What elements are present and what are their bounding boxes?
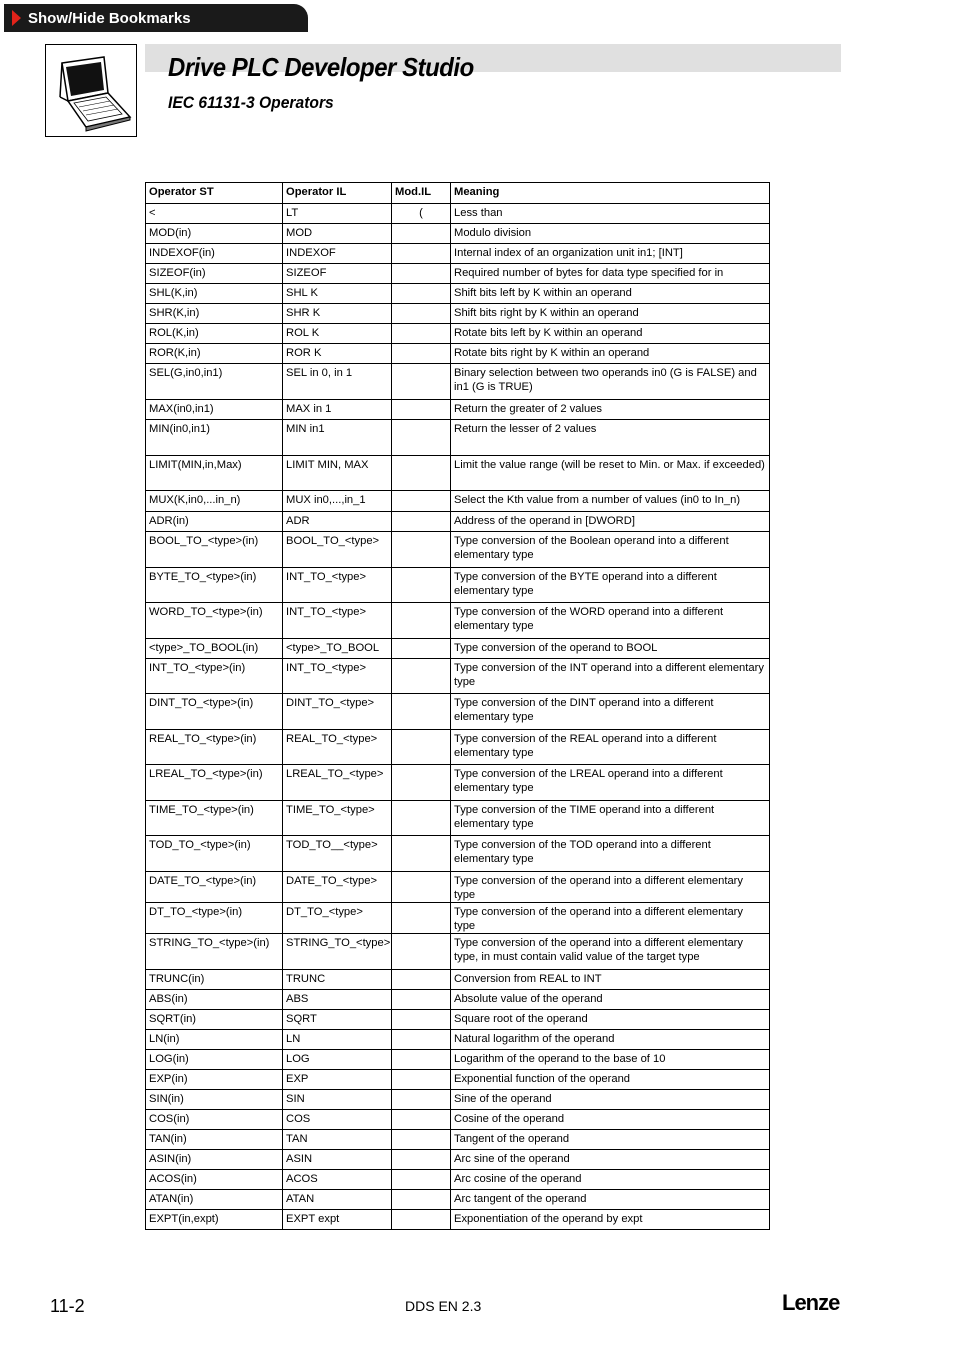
cell-mod-il: [392, 730, 451, 765]
triangle-arrow-icon: [12, 10, 21, 26]
cell-operator-st: <type>_TO_BOOL(in): [146, 639, 283, 659]
cell-operator-il: ABS: [283, 990, 392, 1010]
cell-mod-il: [392, 801, 451, 836]
cell-operator-il: LOG: [283, 1050, 392, 1070]
cell-mod-il: [392, 659, 451, 694]
cell-mod-il: [392, 532, 451, 568]
cell-meaning: Type conversion of the Boolean operand into a different elementary type: [451, 532, 770, 568]
cell-mod-il: [392, 836, 451, 872]
cell-operator-il: INDEXOF: [283, 244, 392, 264]
lenze-logo: Lenze: [782, 1290, 840, 1315]
cell-operator-st: LREAL_TO_<type>(in): [146, 765, 283, 801]
cell-operator-st: BOOL_TO_<type>(in): [146, 532, 283, 568]
table-row: [146, 344, 770, 364]
cell-operator-st: WORD_TO_<type>(in): [146, 603, 283, 639]
table-row: [146, 836, 770, 872]
cell-meaning: Return the greater of 2 values: [451, 400, 770, 420]
cell-operator-il: LT: [283, 204, 392, 224]
cell-operator-il: TOD_TO__<type>: [283, 836, 392, 872]
laptop-icon: [45, 44, 137, 137]
table-row: [146, 324, 770, 344]
cell-operator-st: SEL(G,in0,in1): [146, 364, 283, 400]
cell-mod-il: [392, 1070, 451, 1090]
cell-operator-il: DINT_TO_<type>: [283, 694, 392, 730]
cell-meaning: Type conversion of the INT operand into a different elementary type: [451, 659, 770, 694]
table-row: [146, 990, 770, 1010]
cell-operator-il: MUX in0,...,in_1: [283, 491, 392, 512]
cell-meaning: Type conversion of the BYTE operand into a different elementary type: [451, 568, 770, 603]
header-operator-il: Operator IL: [283, 183, 392, 204]
table-row: [146, 1110, 770, 1130]
table-row: [146, 1150, 770, 1170]
cell-operator-il: EXP: [283, 1070, 392, 1090]
cell-mod-il: [392, 934, 451, 970]
table-row: [146, 1190, 770, 1210]
cell-operator-st: ADR(in): [146, 512, 283, 532]
cell-meaning: Address of the operand in [DWORD]: [451, 512, 770, 532]
cell-mod-il: [392, 420, 451, 456]
cell-operator-st: <: [146, 204, 283, 224]
cell-meaning: Sine of the operand: [451, 1090, 770, 1110]
cell-meaning: Rotate bits right by K within an operand: [451, 344, 770, 364]
cell-meaning: Required number of bytes for data type specified for in: [451, 264, 770, 284]
table-row: [146, 264, 770, 284]
table-row: [146, 694, 770, 730]
cell-operator-st: TIME_TO_<type>(in): [146, 801, 283, 836]
cell-operator-il: TRUNC: [283, 970, 392, 990]
cell-operator-st: INT_TO_<type>(in): [146, 659, 283, 694]
cell-mod-il: [392, 1170, 451, 1190]
cell-operator-st: TOD_TO_<type>(in): [146, 836, 283, 872]
cell-operator-il: SHR K: [283, 304, 392, 324]
cell-mod-il: [392, 970, 451, 990]
table-row: [146, 765, 770, 801]
cell-operator-il: INT_TO_<type>: [283, 568, 392, 603]
cell-meaning: Exponentiation of the operand by expt: [451, 1210, 770, 1230]
cell-mod-il: [392, 872, 451, 903]
cell-operator-st: STRING_TO_<type>(in): [146, 934, 283, 970]
cell-meaning: Tangent of the operand: [451, 1130, 770, 1150]
cell-meaning: Shift bits right by K within an operand: [451, 304, 770, 324]
bookmarks-button-label: Show/Hide Bookmarks: [28, 9, 191, 27]
cell-meaning: Select the Kth value from a number of values (in0 to In_n): [451, 491, 770, 512]
cell-operator-il: DT_TO_<type>: [283, 903, 392, 934]
table-row: [146, 364, 770, 400]
cell-meaning: Arc cosine of the operand: [451, 1170, 770, 1190]
cell-mod-il: [392, 1010, 451, 1030]
cell-mod-il: [392, 1030, 451, 1050]
table-row: [146, 970, 770, 990]
cell-mod-il: [392, 568, 451, 603]
table-row: [146, 420, 770, 456]
table-row: [146, 872, 770, 903]
cell-operator-il: LIMIT MIN, MAX: [283, 456, 392, 491]
cell-operator-st: SIZEOF(in): [146, 264, 283, 284]
cell-operator-st: COS(in): [146, 1110, 283, 1130]
cell-mod-il: [392, 224, 451, 244]
cell-meaning: Limit the value range (will be reset to Min. or Max. if exceeded): [451, 456, 770, 491]
cell-meaning: Logarithm of the operand to the base of 10: [451, 1050, 770, 1070]
cell-mod-il: [392, 1090, 451, 1110]
cell-operator-il: INT_TO_<type>: [283, 659, 392, 694]
table-row: [146, 224, 770, 244]
cell-meaning: Type conversion of the REAL operand into a different elementary type: [451, 730, 770, 765]
cell-mod-il: [392, 990, 451, 1010]
cell-meaning: Exponential function of the operand: [451, 1070, 770, 1090]
cell-mod-il: [392, 1110, 451, 1130]
table-row: [146, 1010, 770, 1030]
cell-operator-st: ATAN(in): [146, 1190, 283, 1210]
table-row: [146, 639, 770, 659]
cell-mod-il: [392, 1150, 451, 1170]
cell-meaning: Type conversion of the operand into a different elementary type: [451, 903, 770, 934]
cell-operator-il: INT_TO_<type>: [283, 603, 392, 639]
cell-meaning: Shift bits left by K within an operand: [451, 284, 770, 304]
cell-meaning: Cosine of the operand: [451, 1110, 770, 1130]
table-row: [146, 568, 770, 603]
page-subtitle: IEC 61131-3 Operators: [168, 93, 334, 112]
cell-operator-il: MAX in 1: [283, 400, 392, 420]
cell-meaning: Type conversion of the operand into a different elementary type, in must contain valid value of the target type: [451, 934, 770, 970]
cell-operator-st: ACOS(in): [146, 1170, 283, 1190]
cell-mod-il: [392, 264, 451, 284]
table-row: [146, 903, 770, 934]
header-mod-il: Mod.IL: [392, 183, 451, 204]
cell-meaning: Rotate bits left by K within an operand: [451, 324, 770, 344]
cell-operator-st: MOD(in): [146, 224, 283, 244]
header-meaning: Meaning: [451, 183, 770, 204]
cell-meaning: Type conversion of the TIME operand into a different elementary type: [451, 801, 770, 836]
cell-meaning: Type conversion of the DINT operand into a different elementary type: [451, 694, 770, 730]
cell-operator-st: MAX(in0,in1): [146, 400, 283, 420]
cell-operator-st: SHR(K,in): [146, 304, 283, 324]
table-row: [146, 934, 770, 970]
cell-operator-st: REAL_TO_<type>(in): [146, 730, 283, 765]
cell-meaning: Absolute value of the operand: [451, 990, 770, 1010]
cell-meaning: Modulo division: [451, 224, 770, 244]
cell-mod-il: (: [392, 204, 451, 224]
cell-operator-st: DINT_TO_<type>(in): [146, 694, 283, 730]
cell-operator-il: MOD: [283, 224, 392, 244]
cell-operator-st: ROL(K,in): [146, 324, 283, 344]
table-row: [146, 244, 770, 264]
document-id: DDS EN 2.3: [405, 1298, 482, 1314]
cell-operator-il: TAN: [283, 1130, 392, 1150]
table-row: [146, 1090, 770, 1110]
cell-meaning: Binary selection between two operands in0 (G is FALSE) and in1 (G is TRUE): [451, 364, 770, 400]
cell-operator-st: TRUNC(in): [146, 970, 283, 990]
cell-operator-il: ROR K: [283, 344, 392, 364]
cell-mod-il: [392, 324, 451, 344]
cell-operator-st: SQRT(in): [146, 1010, 283, 1030]
cell-mod-il: [392, 244, 451, 264]
table-row: [146, 304, 770, 324]
cell-mod-il: [392, 1190, 451, 1210]
cell-operator-il: COS: [283, 1110, 392, 1130]
cell-operator-il: REAL_TO_<type>: [283, 730, 392, 765]
cell-operator-st: EXP(in): [146, 1070, 283, 1090]
cell-operator-st: SIN(in): [146, 1090, 283, 1110]
cell-operator-il: LREAL_TO_<type>: [283, 765, 392, 801]
table-row: [146, 1030, 770, 1050]
cell-meaning: Natural logarithm of the operand: [451, 1030, 770, 1050]
cell-operator-st: INDEXOF(in): [146, 244, 283, 264]
header-operator-st: Operator ST: [146, 183, 283, 204]
cell-operator-st: MUX(K,in0,...in_n): [146, 491, 283, 512]
cell-mod-il: [392, 639, 451, 659]
cell-operator-il: LN: [283, 1030, 392, 1050]
cell-operator-il: DATE_TO_<type>: [283, 872, 392, 903]
cell-operator-il: MIN in1: [283, 420, 392, 456]
cell-mod-il: [392, 765, 451, 801]
table-row: [146, 1130, 770, 1150]
cell-meaning: Less than: [451, 204, 770, 224]
table-row: [146, 204, 770, 224]
cell-mod-il: [392, 344, 451, 364]
cell-mod-il: [392, 903, 451, 934]
cell-operator-il: SHL K: [283, 284, 392, 304]
cell-meaning: Type conversion of the operand into a different elementary type: [451, 872, 770, 903]
cell-operator-st: MIN(in0,in1): [146, 420, 283, 456]
table-row: [146, 1170, 770, 1190]
cell-operator-il: ASIN: [283, 1150, 392, 1170]
cell-meaning: Square root of the operand: [451, 1010, 770, 1030]
cell-meaning: Internal index of an organization unit in1; [INT]: [451, 244, 770, 264]
cell-operator-il: ADR: [283, 512, 392, 532]
table-row: [146, 801, 770, 836]
cell-operator-st: LN(in): [146, 1030, 283, 1050]
cell-mod-il: [392, 694, 451, 730]
cell-operator-il: ACOS: [283, 1170, 392, 1190]
table-row: [146, 400, 770, 420]
cell-meaning: Type conversion of the operand to BOOL: [451, 639, 770, 659]
cell-mod-il: [392, 512, 451, 532]
table-row: [146, 491, 770, 512]
cell-operator-st: TAN(in): [146, 1130, 283, 1150]
cell-operator-st: ASIN(in): [146, 1150, 283, 1170]
cell-operator-st: SHL(K,in): [146, 284, 283, 304]
cell-operator-st: ABS(in): [146, 990, 283, 1010]
cell-mod-il: [392, 304, 451, 324]
cell-operator-st: LIMIT(MIN,in,Max): [146, 456, 283, 491]
cell-operator-il: <type>_TO_BOOL: [283, 639, 392, 659]
cell-meaning: Arc tangent of the operand: [451, 1190, 770, 1210]
cell-mod-il: [392, 603, 451, 639]
table-row: [146, 730, 770, 765]
cell-mod-il: [392, 284, 451, 304]
table-row: [146, 456, 770, 491]
cell-operator-il: SQRT: [283, 1010, 392, 1030]
cell-mod-il: [392, 456, 451, 491]
cell-mod-il: [392, 491, 451, 512]
table-row: [146, 512, 770, 532]
cell-operator-il: STRING_TO_<type>: [283, 934, 392, 970]
table-row: [146, 1210, 770, 1230]
cell-meaning: Type conversion of the TOD operand into a different elementary type: [451, 836, 770, 872]
cell-operator-st: EXPT(in,expt): [146, 1210, 283, 1230]
cell-operator-il: SIZEOF: [283, 264, 392, 284]
cell-operator-il: SIN: [283, 1090, 392, 1110]
cell-operator-il: ROL K: [283, 324, 392, 344]
table-row: [146, 1070, 770, 1090]
cell-operator-st: BYTE_TO_<type>(in): [146, 568, 283, 603]
operators-table: [145, 182, 770, 1230]
cell-operator-il: EXPT expt: [283, 1210, 392, 1230]
cell-operator-st: DT_TO_<type>(in): [146, 903, 283, 934]
cell-operator-il: TIME_TO_<type>: [283, 801, 392, 836]
cell-meaning: Type conversion of the LREAL operand into a different elementary type: [451, 765, 770, 801]
cell-meaning: Conversion from REAL to INT: [451, 970, 770, 990]
cell-operator-st: LOG(in): [146, 1050, 283, 1070]
cell-mod-il: [392, 400, 451, 420]
table-row: [146, 284, 770, 304]
table-header-row: [146, 183, 770, 204]
table-row: [146, 603, 770, 639]
show-hide-bookmarks-button[interactable]: [4, 4, 308, 32]
table-row: [146, 659, 770, 694]
table-row: [146, 1050, 770, 1070]
cell-operator-st: ROR(K,in): [146, 344, 283, 364]
cell-operator-il: BOOL_TO_<type>: [283, 532, 392, 568]
page-title: Drive PLC Developer Studio: [168, 52, 474, 82]
cell-meaning: Type conversion of the WORD operand into a different elementary type: [451, 603, 770, 639]
cell-mod-il: [392, 364, 451, 400]
cell-meaning: Return the lesser of 2 values: [451, 420, 770, 456]
cell-mod-il: [392, 1210, 451, 1230]
table-row: [146, 532, 770, 568]
cell-mod-il: [392, 1050, 451, 1070]
cell-operator-st: DATE_TO_<type>(in): [146, 872, 283, 903]
cell-operator-il: SEL in 0, in 1: [283, 364, 392, 400]
cell-meaning: Arc sine of the operand: [451, 1150, 770, 1170]
cell-mod-il: [392, 1130, 451, 1150]
cell-operator-il: ATAN: [283, 1190, 392, 1210]
page-number: 11-2: [50, 1296, 85, 1316]
